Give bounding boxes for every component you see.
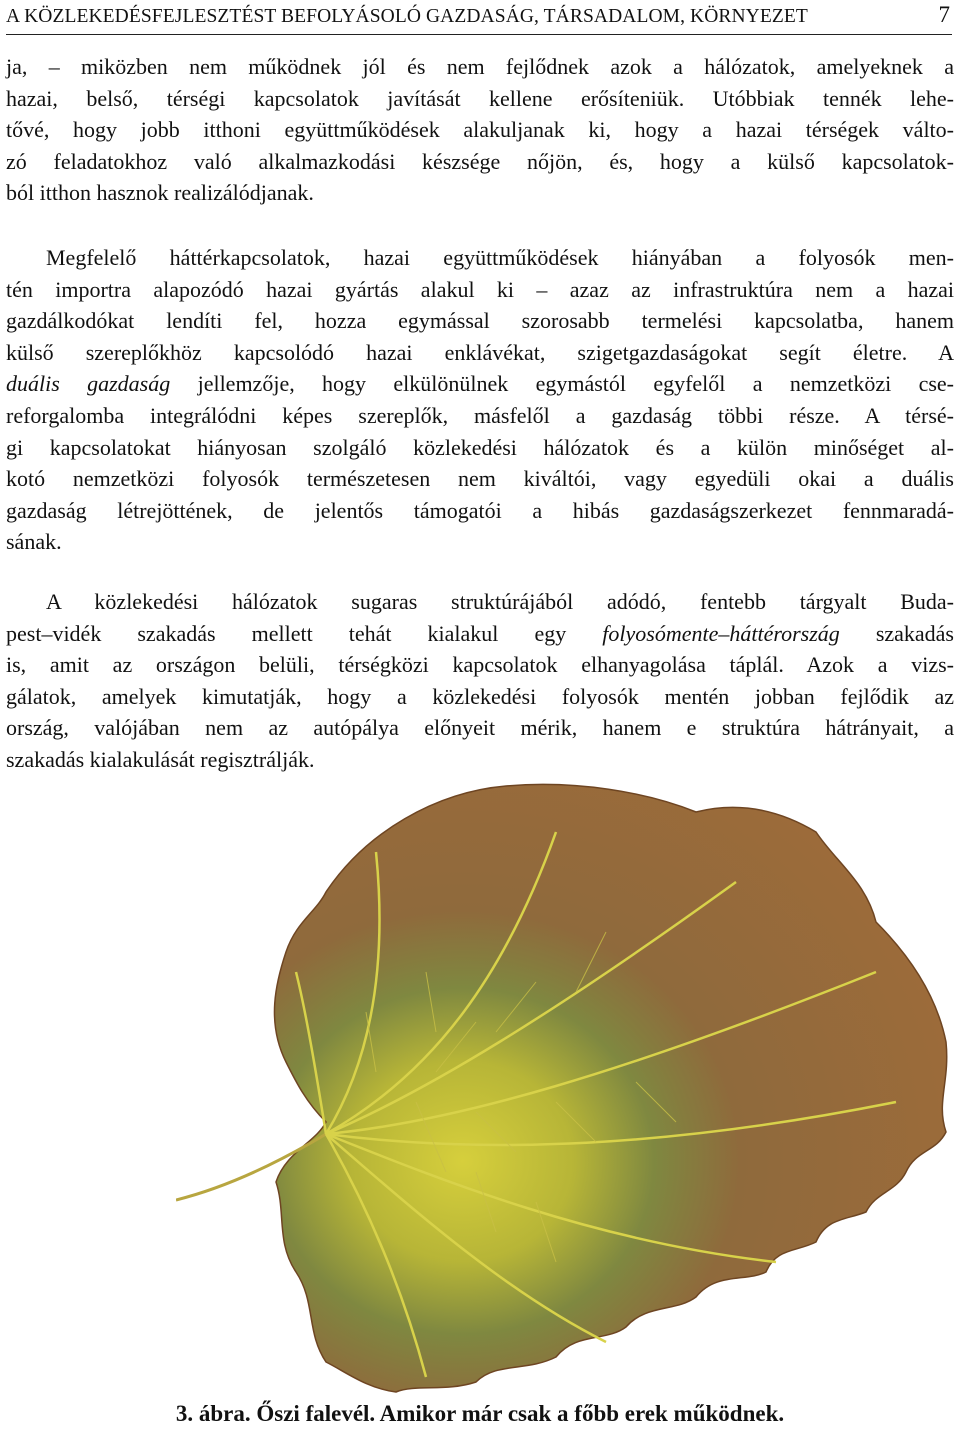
text-line: gi kapcsolatokat hiányosan szolgáló közlekedési hálózatok és a külön minőséget al- [6, 434, 954, 460]
text-run: jellemzője, hogy elkülönülnek egymástól egyfelől a nemzetközi cse- [170, 371, 954, 397]
text-line: ja, – miközben nem működnek jól és nem fejlődnek azok a hálózatok, amelyeknek a [6, 54, 954, 79]
text-line: hazai, belső, térségi kapcsolatok javítását kellene erősíteniük. Utóbbiak tennék lehe- [6, 85, 954, 111]
text-line: ból itthon hasznok realizálódjanak. [6, 180, 314, 206]
page-number: 7 [938, 2, 950, 27]
text-run: A közlekedési hálózatok sugaras struktúrájából adódó, fentebb tárgyalt Buda- [46, 589, 954, 614]
text-line: zó feladatokhoz való alkalmazkodási készsége nőjön, és, hogy a külső kapcsolatok- [6, 148, 954, 174]
paragraph-3 [6, 586, 954, 776]
text-line: kotó nemzetközi folyosók természetesen nem kiváltói, vagy egyedüli okai a duális [6, 466, 954, 492]
term-dual-economy: duális gazdaság [6, 371, 171, 397]
autumn-leaf-figure [176, 772, 952, 1402]
text-line [6, 368, 954, 400]
text-run: pest–vidék szakadás mellett tehát kialakul egy [6, 620, 603, 646]
running-header-title: A KÖZLEKEDÉSFEJLESZTÉST BEFOLYÁSOLÓ GAZDASÁG, TÁRSADALOM, KÖRNYEZET [6, 6, 808, 27]
text-line: gazdaság létrejöttének, de jelentős támogatói a hibás gazdaságszerkezet fennmaradá- [6, 497, 954, 523]
text-line: tén importra alapozódó hazai gyártás alakul ki – azaz az infrastruktúra nem a hazai [6, 276, 954, 302]
text-line: tővé, hogy jobb itthoni együttműködések alakuljanak ki, hogy a hazai térségek válto- [6, 117, 954, 143]
text-run: szakadás [839, 620, 954, 646]
text-line: szakadás kialakulását regisztrálják. [6, 746, 315, 772]
text-line: gálatok, amelyek kimutatják, hogy a közlekedési folyosók mentén jobban fejlődik az [6, 683, 954, 709]
text-line: sának. [6, 529, 62, 555]
text-line [6, 242, 954, 274]
text-line: gazdálkodókat lendíti fel, hozza egymással szorosabb termelési kapcsolatba, hanem [6, 308, 954, 334]
text-line: ország, valójában nem az autópálya előnyeit mérik, hanem e struktúra hátrányait, a [6, 715, 954, 741]
text-run: Megfelelő háttérkapcsolatok, hazai együttműködések hiányában a folyosók men- [46, 245, 954, 270]
term-corridor-hinterland: folyosómente–háttérország [602, 620, 840, 646]
text-line [6, 618, 954, 650]
leaf-blade [274, 784, 946, 1392]
text-line [6, 586, 954, 618]
text-line: külső szereplőkhöz kapcsolódó hazai enklávékat, szigetgazdaságokat segít életre. A [6, 339, 954, 365]
text-line: reforgalomba integrálódni képes szereplők, másfelől a gazdaság többi része. A térsé- [6, 402, 954, 428]
paragraph-1 [6, 51, 954, 209]
running-header [6, 0, 952, 35]
figure-caption: 3. ábra. Őszi falevél. Amikor már csak a főbb erek működnek. [175, 1401, 785, 1426]
text-line: is, amit az országon belüli, térségközi kapcsolatok elhanyagolása táplál. Azok a vizs- [6, 652, 954, 678]
paragraph-2 [6, 242, 954, 558]
